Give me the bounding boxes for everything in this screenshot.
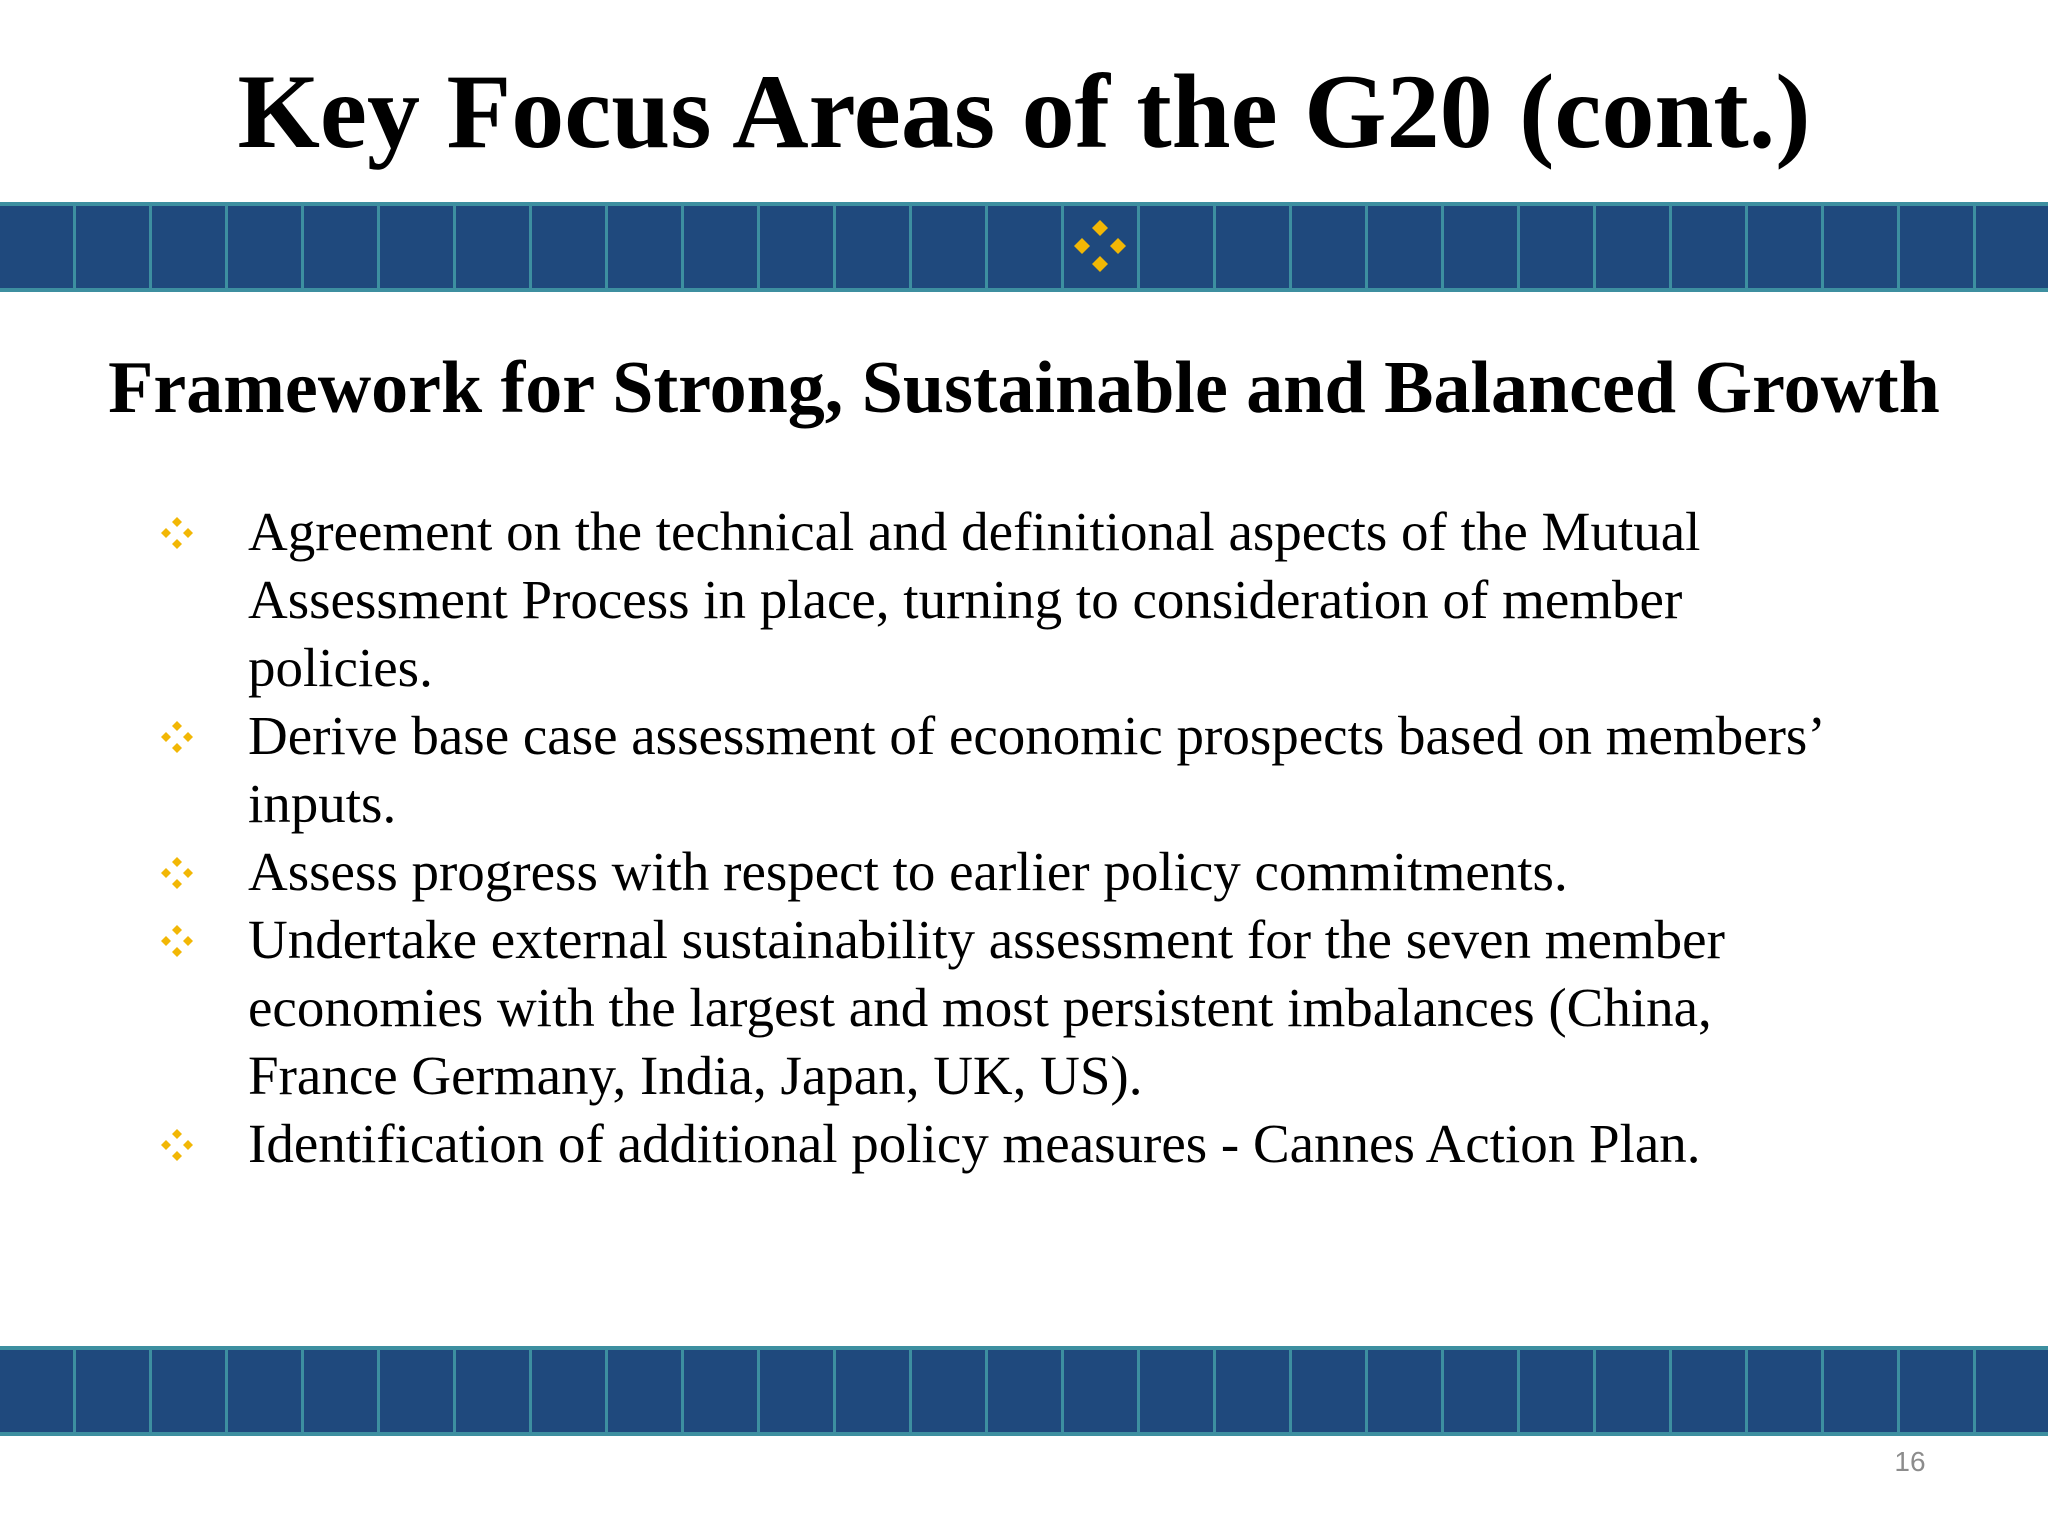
bullet-list <box>155 498 1855 1178</box>
four-diamond-bullet-icon <box>159 1127 195 1163</box>
four-diamond-bullet-icon <box>159 719 195 755</box>
four-diamond-bullet-icon <box>159 855 195 891</box>
bullet-text: Undertake external sustainability assessment for the seven member economies with the largest and most persistent imbalances (China, France Germany, India, Japan, UK, US). <box>248 909 1725 1106</box>
slide-title: Key Focus Areas of the G20 (cont.) <box>237 53 1811 170</box>
bullet-item <box>155 906 1855 1110</box>
decorative-band-top <box>0 202 2048 292</box>
four-diamond-ornament-icon <box>1072 218 1128 274</box>
bullet-item <box>155 1110 1855 1178</box>
bullet-text: Derive base case assessment of economic prospects based on members’ inputs. <box>248 705 1822 834</box>
bullet-item <box>155 498 1855 702</box>
section-heading: Framework for Strong, Sustainable and Balanced Growth <box>108 347 1940 429</box>
bullet-text: Identification of additional policy measures - Cannes Action Plan. <box>248 1113 1701 1174</box>
four-diamond-bullet-icon <box>159 923 195 959</box>
bullet-text: Agreement on the technical and definitional aspects of the Mutual Assessment Process in place, turning to consideration of member policies. <box>248 501 1701 698</box>
four-diamond-bullet-icon <box>159 515 195 551</box>
bullet-item <box>155 838 1855 906</box>
page-number: 16 <box>1894 1446 1926 1477</box>
bullet-item <box>155 702 1855 838</box>
bullet-text: Assess progress with respect to earlier policy commitments. <box>248 841 1568 902</box>
decorative-band-bottom <box>0 1346 2048 1436</box>
